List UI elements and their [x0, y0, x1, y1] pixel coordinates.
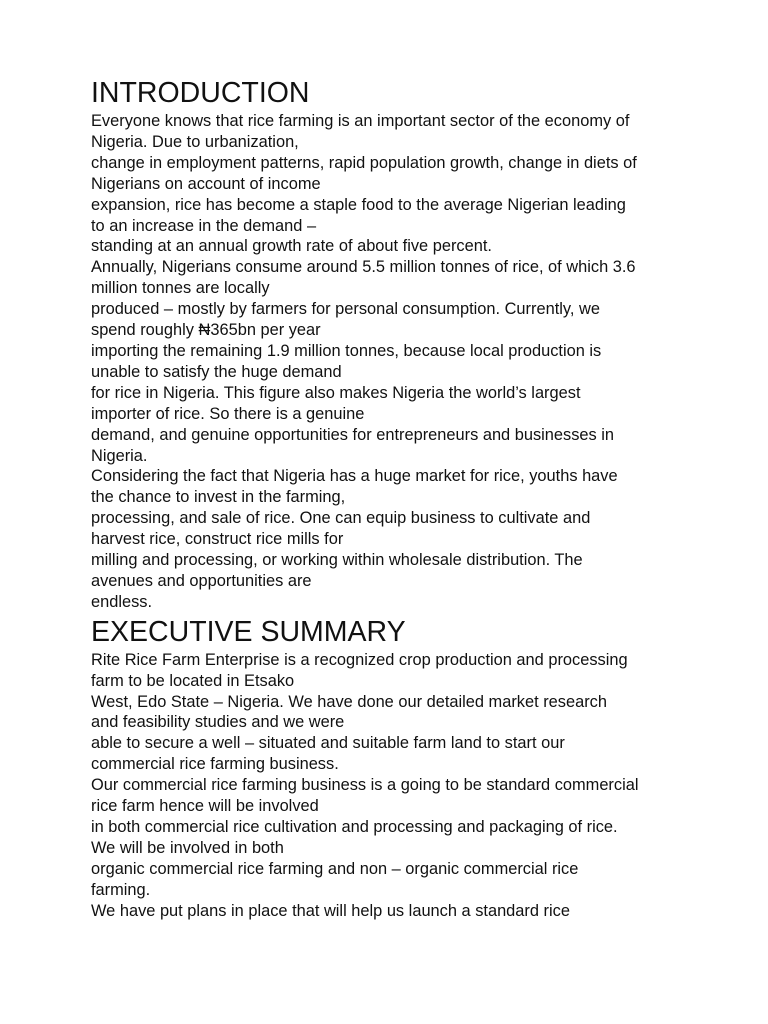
text-line: demand, and genuine opportunities for entrepreneurs and businesses in	[91, 425, 615, 444]
text-line: expansion, rice has become a staple food to the average Nigerian leading	[91, 195, 626, 214]
executive-summary-section	[91, 615, 711, 922]
text-line: Rite Rice Farm Enterprise is a recognized crop production and processing	[91, 650, 628, 669]
text-line: farming.	[91, 880, 151, 899]
text-line: Nigeria.	[91, 446, 148, 465]
text-line: avenues and opportunities are	[91, 571, 312, 590]
text-line: unable to satisfy the huge demand	[91, 362, 342, 381]
text-line: to an increase in the demand –	[91, 216, 317, 235]
text-line: change in employment patterns, rapid population growth, change in diets of	[91, 153, 637, 172]
executive-summary-body	[91, 650, 711, 922]
text-line: rice farm hence will be involved	[91, 797, 319, 816]
text-line: commercial rice farming business.	[91, 755, 339, 774]
text-line: in both commercial rice cultivation and processing and packaging of rice.	[91, 818, 618, 836]
introduction-body	[91, 111, 711, 613]
text-line: spend roughly ₦365bn per year	[91, 321, 321, 340]
text-line: Our commercial rice farming business is a going to be standard commercial	[91, 776, 639, 795]
text-line: able to secure a well – situated and suitable farm land to start our	[91, 734, 565, 753]
text-line: produced – mostly by farmers for personal consumption. Currently, we	[91, 300, 600, 319]
text-line: endless.	[91, 592, 153, 611]
text-line: Nigeria. Due to urbanization,	[91, 132, 299, 151]
text-line: and feasibility studies and we were	[91, 713, 345, 732]
text-line: processing, and sale of rice. One can equip business to cultivate and	[91, 509, 591, 528]
executive-summary-heading: EXECUTIVE SUMMARY	[91, 615, 406, 648]
introduction-heading: INTRODUCTION	[91, 77, 310, 109]
text-line: Everyone knows that rice farming is an important sector of the economy of	[91, 112, 630, 130]
text-line: We will be involved in both	[91, 838, 284, 857]
text-line: We have put plans in place that will help us launch a standard rice	[91, 901, 570, 920]
text-line: organic commercial rice farming and non – organic commercial rice	[91, 859, 579, 878]
document-page	[91, 76, 711, 922]
text-line: Considering the fact that Nigeria has a huge market for rice, youths have	[91, 467, 618, 486]
text-line: importing the remaining 1.9 million tonnes, because local production is	[91, 341, 602, 360]
text-line: standing at an annual growth rate of about five percent.	[91, 237, 492, 256]
text-line: milling and processing, or working within wholesale distribution. The	[91, 551, 583, 570]
text-line: the chance to invest in the farming,	[91, 488, 346, 507]
introduction-section	[91, 76, 711, 613]
text-line: West, Edo State – Nigeria. We have done our detailed market research	[91, 692, 607, 711]
text-line: importer of rice. So there is a genuine	[91, 404, 365, 423]
text-line: for rice in Nigeria. This figure also makes Nigeria the world’s largest	[91, 383, 581, 402]
text-line: Annually, Nigerians consume around 5.5 million tonnes of rice, of which 3.6	[91, 258, 636, 277]
text-line: harvest rice, construct rice mills for	[91, 530, 344, 549]
text-line: million tonnes are locally	[91, 279, 270, 298]
text-line: farm to be located in Etsako	[91, 671, 295, 690]
text-line: Nigerians on account of income	[91, 174, 321, 193]
